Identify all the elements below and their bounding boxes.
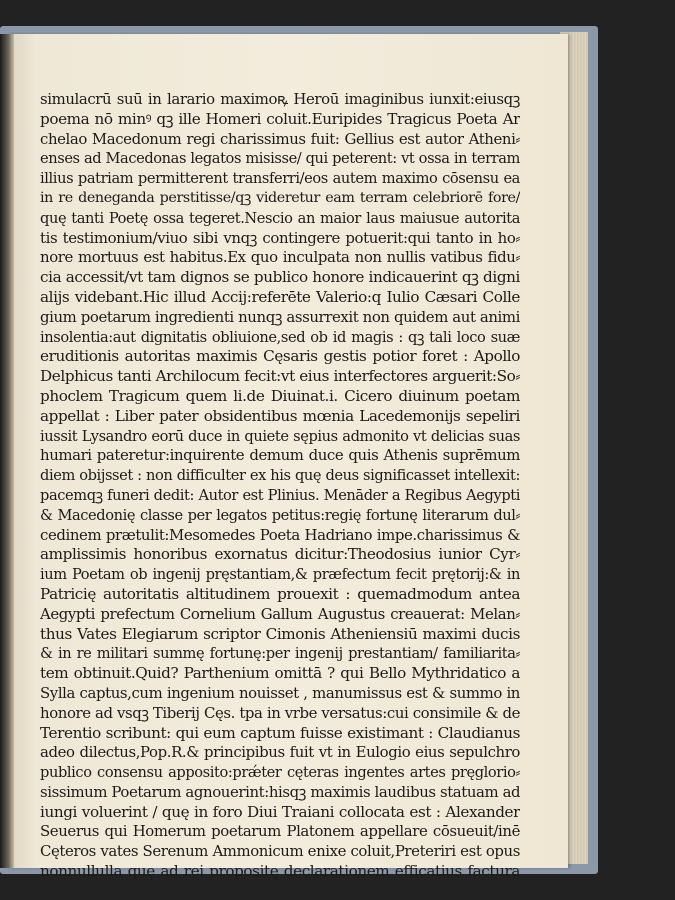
text-line: enses ad Macedonas legatos misisse/ qui peterent: vt ossa in terram [40,150,520,168]
text-line: iussit Lysandro eorū duce in quiete sępius admonito vt delicias suas [40,427,520,445]
text-line: nonnullulla quę ad rei propositę declarationem efficatius factura [40,862,520,881]
text-line: & in re militari summę fortunę:per ingenij prestantiam/ familiarita⸗ [40,645,520,663]
text-line: poema nō minꝰ qꝫ ille Homeri coluit.Euripides Tragicus Poeta Ar [40,109,520,128]
text-line: cia accessit/vt tam dignos se publico honore indicauerint qꝫ digni [40,268,520,287]
text-line: tis testimonium/viuo sibi vnqꝫ contingere potuerit:qui tanto in ho⸗ [40,228,520,247]
text-line: gium poetarum ingredienti nunqꝫ assurrexit non quidem aut animi [40,307,520,326]
text-line: simulacrū suū in larario maximoꝶ Heroū imaginibus iunxit:eiusqꝫ [40,90,520,108]
text-line: humari pateretur:inquirente demum duce quis Athenis suprēmum [40,446,520,465]
text-line: eruditionis autoritas maximis Cęsaris gestis potior foret : Apollo [40,347,520,366]
text-line: sissimum Poetarum agnouerint:hisqꝫ maximis laudibus statuam ad [40,782,520,801]
text-line: phoclem Tragicum quem li.de Diuinat.i. Cicero diuinum poetam [40,386,520,405]
text-line: illius patriam permitterent transferri/eos autem maximo cōsensu ea [40,170,520,188]
text-line: Seuerus qui Homerum poetarum Platonem appellare cōsueuit/inē [40,822,520,841]
text-line: publico consensu apposito:prǽter cęteras ingentes artes pręglorio⸗ [40,764,520,782]
text-line: Aegypti prefectum Cornelium Gallum Augustus creauerat: Melan⸗ [40,604,520,623]
binding-edge [0,34,14,868]
text-line: Delphicus tanti Archilocum fecit:vt eius interfectores arguerit:So⸗ [40,367,520,386]
text-line: Terentio scribunt: qui eum captum fuisse existimant : Claudianus [40,723,520,742]
text-line: diem obijsset : non difficulter ex his quę deus significasset intellexit: [40,467,520,485]
text-line: nore mortuus est habitus.Ex quo inculpata non nullis vatibus fidu⸗ [40,248,520,267]
text-line: & Macedonię classe per legatos petitus:regię fortunę literarum dul⸗ [40,506,520,524]
text-line: thus Vates Elegiarum scriptor Cimonis Atheniensiū maximi ducis [40,624,520,643]
text-line: Cęteros vates Serenum Ammonicum enixe coluit,Preteriri est opus [40,842,520,861]
text-line: chelao Macedonum regi charissimus fuit: Gellius est autor Atheni⸗ [40,129,520,148]
text-line: alijs videbant.Hic illud Accij:referēte Valerio:q Iulio Cæsari Colle [40,287,520,306]
text-line: Sylla captus,cum ingenium nouisset , manumissus est & summo in [40,683,520,702]
text-line: cedinem prætulit:Mesomedes Poeta Hadriano impe.charissimus & [40,525,520,544]
text-line: quę tanti Poetę ossa tegeret.Nescio an maior laus maiusue autorita [40,209,520,227]
text-line: amplissimis honoribus exornatus dicitur:Theodosius iunior Cyr⸗ [40,545,520,564]
text-line: adeo dilectus,Pop.R.& principibus fuit vt in Eulogio eius sepulchro [40,743,520,762]
text-line: in re deneganda perstitisse/qꝫ videretur eam terram celebriorē fore/ [40,189,520,206]
text-block [40,90,520,882]
text-line: ium Poetam ob ingenij pręstantiam,& præfectum fecit prętorij:& in [40,566,520,584]
text-line: iungi voluerint / quę in foro Diui Traiani collocata est : Alexander [40,802,520,821]
text-line: insolentia:aut dignitatis obliuione,sed ob id magis : qꝫ tali loco suæ [40,328,520,346]
text-line: appellat : Liber pater obsidentibus mœnia Lacedemonijs sepeliri [40,406,520,425]
text-line: honore ad vsqꝫ Tiberij Cęs. tpa in vrbe versatus:cui consimile & de [40,703,520,722]
text-line: Patricię autoritatis altitudinem prouexit : quemadmodum antea [40,584,520,603]
text-line: pacemqꝫ funeri dedit: Autor est Plinius. Menāder a Regibus Aegypti [40,486,520,504]
text-line: tem obtinuit.Quid? Parthenium omittā ? qui Bello Mythridatico a [40,664,520,683]
